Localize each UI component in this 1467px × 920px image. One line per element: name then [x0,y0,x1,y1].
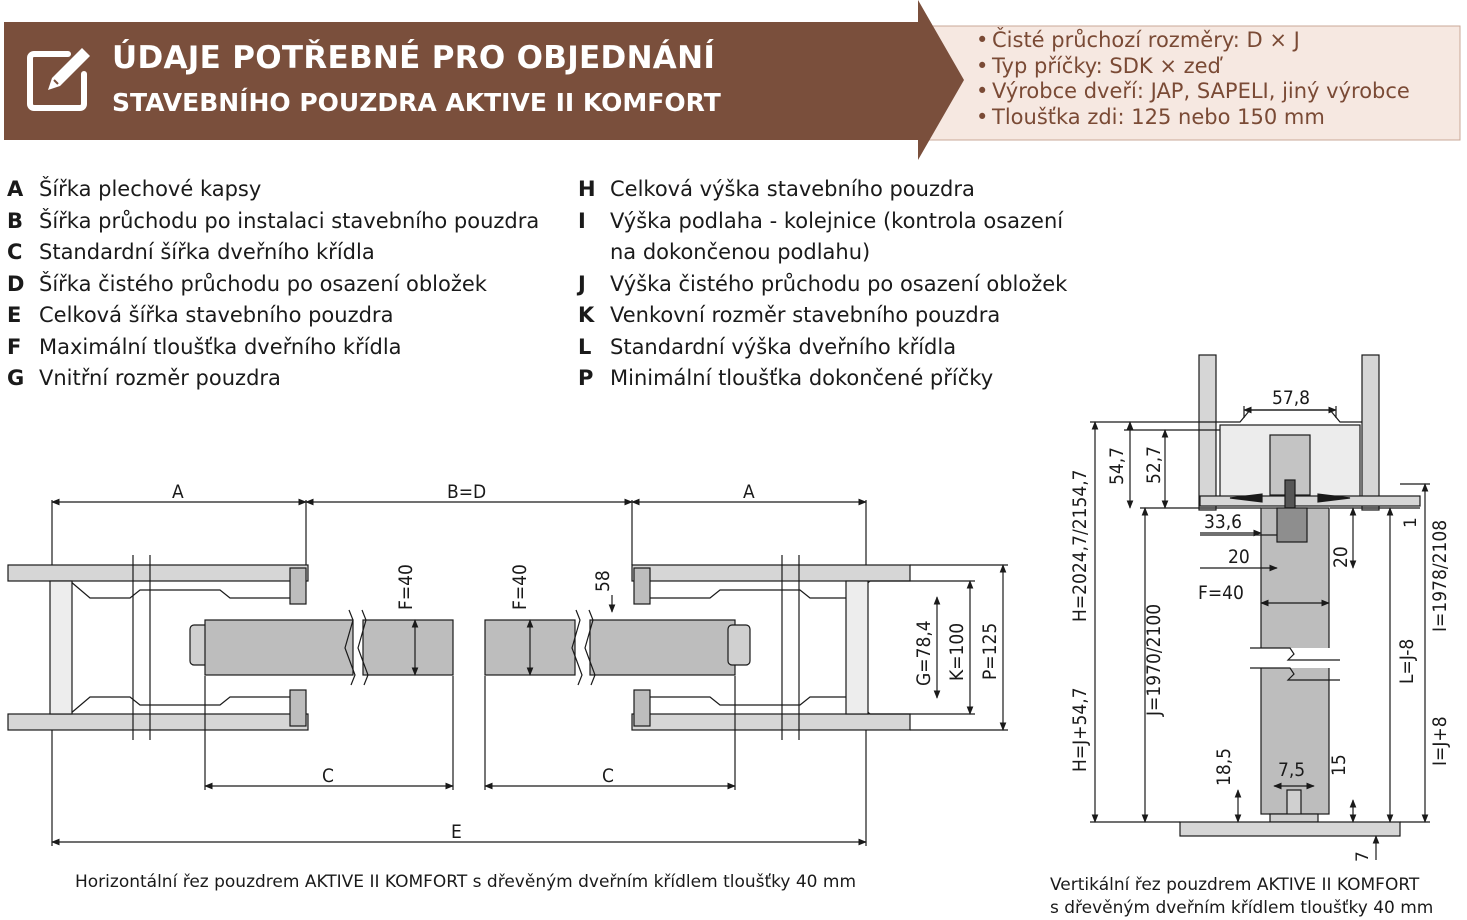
dim-label-p: P=125 [979,622,1001,680]
dim-label-bd: B=D [447,481,487,503]
requirement-item: • Výrobce dveří: JAP, SAPELI, jiný výrobce [976,79,1410,103]
vertical-section [1090,355,1430,860]
dim-label-f-right: F=40 [509,564,531,610]
legend-item-k: K Venkovní rozměr stavebního pouzdra [578,303,1001,327]
dim-label-a-left: A [172,481,184,503]
dim-label-h-total: H=2024,7/2154,7 [1069,469,1091,622]
dim-label-578: 57,8 [1272,387,1311,409]
legend-item-h: H Celková výška stavebního pouzdra [578,177,975,201]
dim-label-185: 18,5 [1213,747,1235,786]
frame-profile [290,690,306,726]
page-subtitle: STAVEBNÍHO POUZDRA AKTIVE II KOMFORT [112,88,721,117]
requirement-item: • Typ příčky: SDK × zeď [976,53,1221,78]
frame-profile [290,568,306,604]
dim-label-7: 7 [1353,851,1373,862]
door-leaf-right [590,620,735,675]
dim-label-c-right: C [602,765,614,787]
wall-plate-bottom-left [8,714,308,730]
dim-label-15: 15 [1328,754,1350,776]
page-title: ÚDAJE POTŘEBNÉ PRO OBJEDNÁNÍ [112,40,716,76]
upright-left [1199,355,1216,510]
dim-label-1: 1 [1401,517,1421,528]
horizontal-section-caption: Horizontální řez pouzdrem AKTIVE II KOMFORT s dřevěným dveřním křídlem tloušťky 40 mm [75,872,857,892]
pocket-profile-bottom-left [70,697,300,714]
legend-item-a: A Šířka plechové kapsy [7,177,262,201]
dim-label-j-range: J=1970/2100 [1143,603,1165,716]
floor-guide [1287,790,1301,816]
dim-label-a-right: A [743,481,755,503]
hanger-bracket [1277,508,1307,542]
dim-label-l: L=J-8 [1396,638,1418,684]
door-leaf-left [205,620,353,675]
handle-right [728,625,750,665]
dim-label-f-left: F=40 [395,564,417,610]
dim-label-527: 52,7 [1143,445,1165,484]
upright-right [1362,355,1379,510]
vertical-section-caption [1050,874,1433,920]
end-post-right [846,581,868,714]
legend-item-i: I Výška podlaha - kolejnice (kontrola osazení [578,208,1064,233]
legend-item-g: G Vnitřní rozměr pouzdra [7,366,281,390]
requirement-item: • Tloušťka zdi: 125 nebo 150 mm [976,104,1325,129]
dim-label-g: G=78,4 [913,620,935,686]
requirement-item: • Čisté průchozí rozměry: D × J [976,28,1300,52]
dim-label-i-j: I=J+8 [1429,716,1451,766]
dim-label-20b: 20 [1330,546,1352,568]
legend-item-l: L Standardní výška dveřního křídla [578,334,957,359]
horizontal-section [8,500,1008,846]
pocket-profile-top-right [640,581,870,598]
wall-plate-top-right [632,565,910,581]
dim-label-e: E [451,821,462,843]
dim-label-58: 58 [592,570,614,592]
pocket-profile-bottom-right [640,697,870,714]
dim-label-336: 33,6 [1204,511,1243,533]
wall-plate-bottom-right [632,714,910,730]
dim-label-547: 54,7 [1106,446,1128,485]
hanger-bolt [1285,480,1295,508]
frame-profile [634,690,650,726]
dim-label-75: 7,5 [1278,759,1306,781]
dim-label-h-j: H=J+54,7 [1069,687,1091,772]
legend-item-b: B Šířka průchodu po instalaci stavebního pouzdra [7,208,540,233]
vertical-caption-line2: s dřevěným dveřním křídlem tloušťky 40 mm [1050,898,1434,918]
legend-item-p: P Minimální tloušťka dokončené příčky [578,366,994,390]
floor-slab [1180,822,1400,836]
pocket-profile-top-left [70,581,300,598]
dim-label-20a: 20 [1228,546,1250,568]
legend-item-j: J Výška čistého průchodu po osazení obložek [578,271,1068,296]
legend-item-e: E Celková šířka stavebního pouzdra [7,303,394,327]
wall-plate-top-left [8,565,308,581]
vertical-caption-line1: Vertikální řez pouzdrem AKTIVE II KOMFORT [1050,875,1420,895]
frame-profile [634,568,650,604]
legend-item-i-cont: na dokončenou podlahu) [610,240,871,264]
legend-item-c: C Standardní šířka dveřního křídla [7,240,375,264]
legend-item-d: D Šířka čistého průchodu po osazení obložek [7,271,487,296]
dim-label-c-left: C [322,765,334,787]
end-post-left [50,581,72,714]
dim-label-k: K=100 [946,622,968,681]
door-leaf-left-end [363,620,453,675]
legend-item-f: F Maximální tloušťka dveřního křídla [7,334,402,359]
dim-label-i-range: I=1978/2108 [1429,519,1451,632]
header-channel [1216,410,1362,422]
dim-label-f-vertical: F=40 [1198,582,1244,604]
